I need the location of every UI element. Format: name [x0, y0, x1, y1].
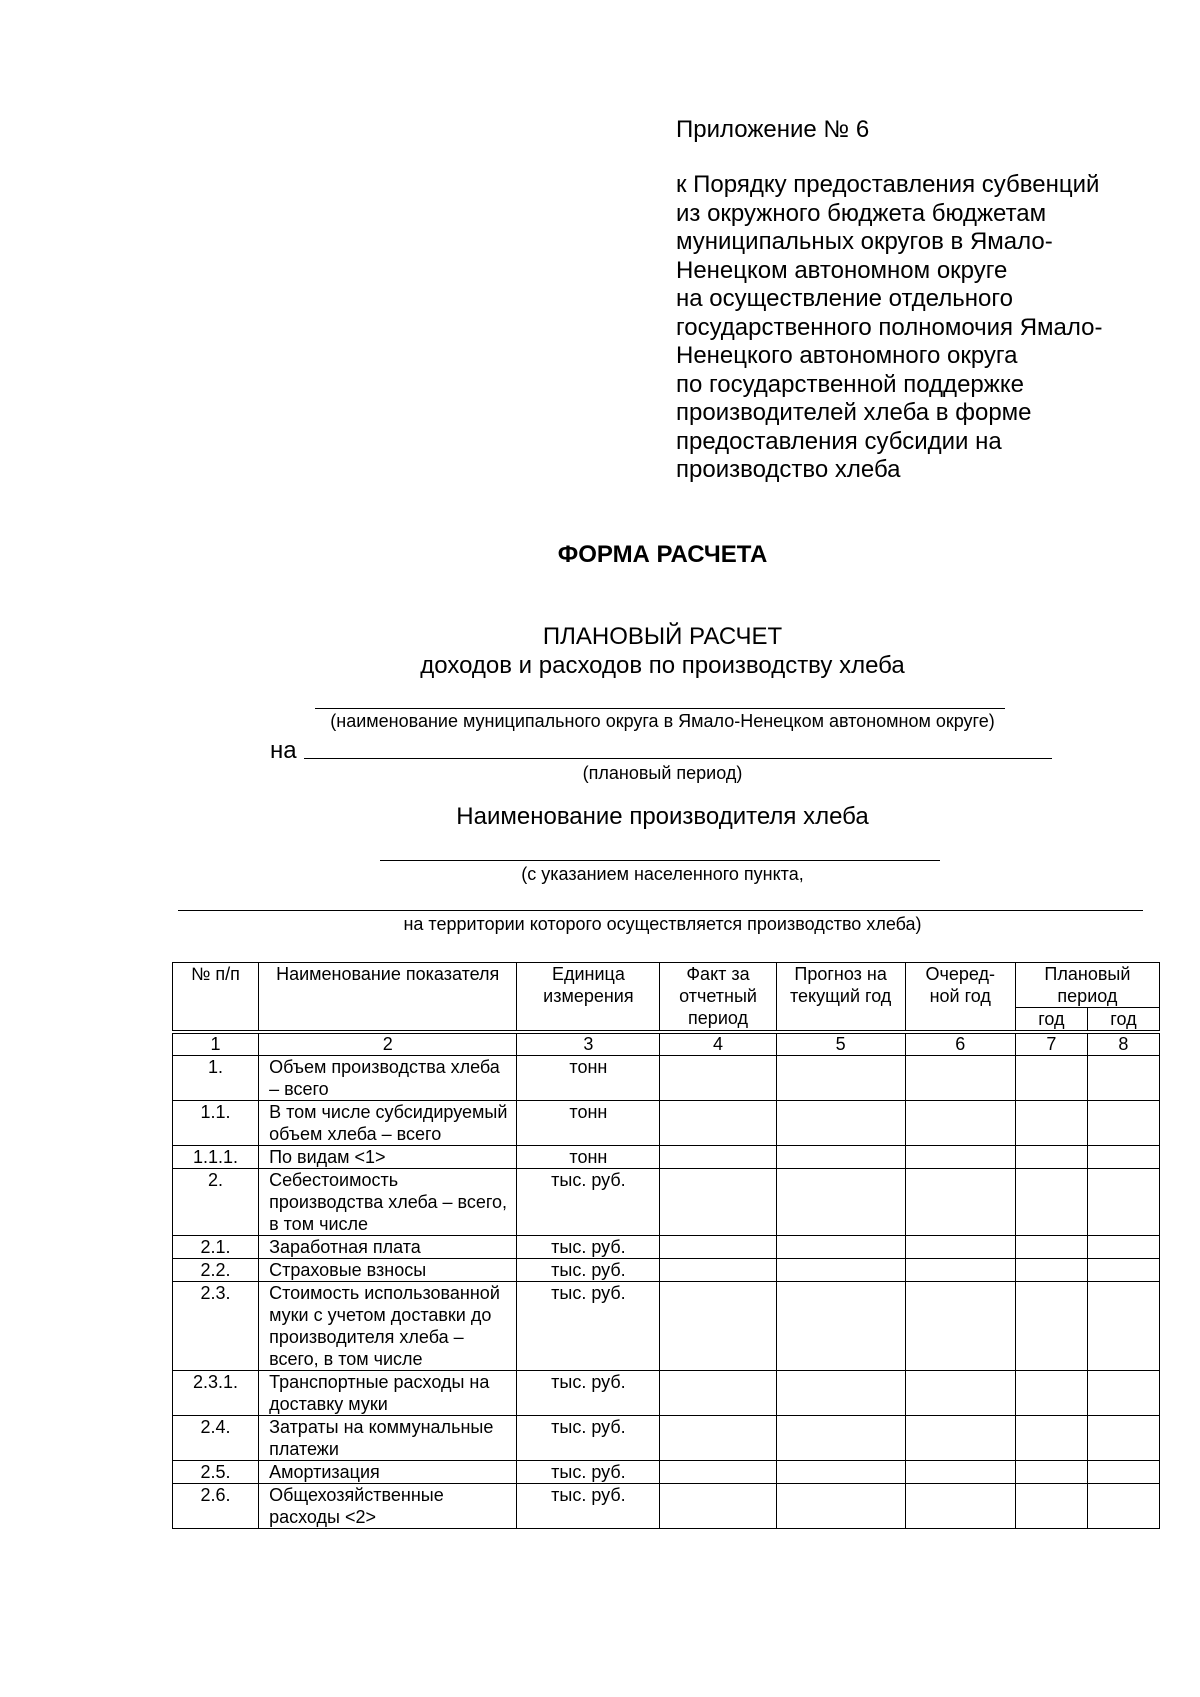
- reference-line: на осуществление отдельного: [676, 285, 1013, 312]
- row-next-year-cell: [905, 1169, 1015, 1236]
- calculation-table: [172, 962, 1160, 1529]
- header-fact: Факт за отчетный период: [660, 963, 776, 1031]
- row-year-2-cell: [1087, 1146, 1159, 1169]
- row-year-1-cell: [1015, 1484, 1087, 1529]
- row-year-1-cell: [1015, 1236, 1087, 1259]
- header-forecast: Прогноз на текущий год: [776, 963, 905, 1031]
- row-unit: тонн: [517, 1146, 660, 1169]
- row-year-1-cell: [1015, 1416, 1087, 1461]
- municipality-blank-line: [315, 708, 1005, 709]
- table-row: [173, 1416, 1160, 1461]
- row-next-year-cell: [905, 1416, 1015, 1461]
- municipality-caption: (наименование муниципального округа в Ямало-Ненецком автономном округе): [330, 711, 995, 731]
- reference-line: по государственной поддержке: [676, 370, 1024, 398]
- plan-title-line-2: доходов и расходов по производству хлеба: [420, 652, 905, 679]
- row-next-year-cell: [905, 1146, 1015, 1169]
- row-next-year-cell: [905, 1259, 1015, 1282]
- reference-line: муниципальных округов в Ямало-: [676, 228, 1053, 255]
- reference-line: производство хлеба: [676, 456, 901, 483]
- row-unit: тыс. руб.: [517, 1282, 660, 1371]
- plan-title-line-1: ПЛАНОВЫЙ РАСЧЕТ: [542, 623, 783, 650]
- row-name: В том числе субсидируемый объем хлеба – всего: [259, 1101, 517, 1146]
- column-number: 7: [1015, 1034, 1087, 1056]
- column-number: 4: [660, 1034, 776, 1056]
- row-name: Страховые взносы: [259, 1259, 517, 1282]
- column-number: 5: [776, 1034, 905, 1056]
- row-forecast-cell: [776, 1484, 905, 1529]
- row-forecast-cell: [776, 1416, 905, 1461]
- table-row: [173, 1259, 1160, 1282]
- appendix-reference: [676, 171, 1166, 485]
- row-year-1-cell: [1015, 1101, 1087, 1146]
- row-next-year-cell: [905, 1484, 1015, 1529]
- row-name: Затраты на коммунальные платежи: [259, 1416, 517, 1461]
- row-unit: тыс. руб.: [517, 1169, 660, 1236]
- row-forecast-cell: [776, 1236, 905, 1259]
- row-name: Транспортные расходы на доставку муки: [259, 1371, 517, 1416]
- row-name: По видам <1>: [259, 1146, 517, 1169]
- row-name: Амортизация: [259, 1461, 517, 1484]
- row-year-2-cell: [1087, 1101, 1159, 1146]
- appendix-number: Приложение № 6: [676, 116, 870, 143]
- row-num: 2.1.: [173, 1236, 259, 1259]
- row-fact-cell: [660, 1101, 776, 1146]
- plan-title: [0, 622, 1200, 680]
- row-year-1-cell: [1015, 1371, 1087, 1416]
- row-forecast-cell: [776, 1146, 905, 1169]
- period-caption: (плановый период): [582, 763, 743, 783]
- table-row: [173, 1056, 1160, 1101]
- column-number: 8: [1087, 1034, 1159, 1056]
- row-forecast-cell: [776, 1101, 905, 1146]
- table-body: [173, 1056, 1160, 1529]
- table-row: [173, 1461, 1160, 1484]
- row-unit: тонн: [517, 1056, 660, 1101]
- reference-line: предоставления субсидии на: [676, 427, 1002, 455]
- table-row: [173, 1146, 1160, 1169]
- row-name: Объем производства хлеба – всего: [259, 1056, 517, 1101]
- row-forecast-cell: [776, 1371, 905, 1416]
- table-row: [173, 1282, 1160, 1371]
- row-name: Общехозяйственные расходы <2>: [259, 1484, 517, 1529]
- period-prefix: на: [270, 737, 297, 764]
- row-year-1-cell: [1015, 1461, 1087, 1484]
- header-planned-period: Плановый период: [1015, 963, 1159, 1008]
- row-num: 2.2.: [173, 1259, 259, 1282]
- settlement-blank-line: [178, 910, 1143, 911]
- row-unit: тыс. руб.: [517, 1236, 660, 1259]
- row-next-year-cell: [905, 1101, 1015, 1146]
- row-unit: тыс. руб.: [517, 1259, 660, 1282]
- row-fact-cell: [660, 1416, 776, 1461]
- row-fact-cell: [660, 1146, 776, 1169]
- row-next-year-cell: [905, 1282, 1015, 1371]
- row-fact-cell: [660, 1169, 776, 1236]
- row-year-2-cell: [1087, 1371, 1159, 1416]
- row-name: Стоимость использованной муки с учетом доставки до производителя хлеба – всего, в том числе: [259, 1282, 517, 1371]
- row-next-year-cell: [905, 1371, 1015, 1416]
- row-year-2-cell: [1087, 1282, 1159, 1371]
- table-row: [173, 1371, 1160, 1416]
- table-row: [173, 1169, 1160, 1236]
- row-forecast-cell: [776, 1056, 905, 1101]
- reference-line: производителей хлеба в форме: [676, 399, 1032, 426]
- reference-line: Ненецкого автономного округа: [676, 342, 1018, 369]
- settlement-caption-2: на территории которого осуществляется производство хлеба): [403, 914, 922, 934]
- row-year-1-cell: [1015, 1146, 1087, 1169]
- table-row: [173, 1101, 1160, 1146]
- row-num: 1.: [173, 1056, 259, 1101]
- row-num: 2.6.: [173, 1484, 259, 1529]
- row-num: 2.5.: [173, 1461, 259, 1484]
- period-blank-line: [304, 758, 1052, 759]
- row-year-2-cell: [1087, 1484, 1159, 1529]
- row-fact-cell: [660, 1461, 776, 1484]
- producer-blank-line: [380, 860, 940, 861]
- row-unit: тыс. руб.: [517, 1461, 660, 1484]
- row-fact-cell: [660, 1236, 776, 1259]
- row-unit: тонн: [517, 1101, 660, 1146]
- column-number: 6: [905, 1034, 1015, 1056]
- row-unit: тыс. руб.: [517, 1371, 660, 1416]
- column-number: 2: [259, 1034, 517, 1056]
- row-num: 2.3.1.: [173, 1371, 259, 1416]
- row-name: Заработная плата: [259, 1236, 517, 1259]
- reference-line: из окружного бюджета бюджетам: [676, 199, 1047, 227]
- column-number: 1: [173, 1034, 259, 1056]
- row-year-2-cell: [1087, 1416, 1159, 1461]
- reference-line: государственного полномочия Ямало-: [676, 313, 1103, 341]
- settlement-caption-1: (с указанием населенного пункта,: [521, 864, 804, 884]
- row-next-year-cell: [905, 1056, 1015, 1101]
- row-next-year-cell: [905, 1236, 1015, 1259]
- column-number-row: [173, 1034, 1160, 1056]
- row-fact-cell: [660, 1282, 776, 1371]
- row-fact-cell: [660, 1371, 776, 1416]
- row-forecast-cell: [776, 1169, 905, 1236]
- row-name: Себестоимость производства хлеба – всего, в том числе: [259, 1169, 517, 1236]
- row-fact-cell: [660, 1259, 776, 1282]
- row-year-1-cell: [1015, 1056, 1087, 1101]
- header-next-year: Очеред-ной год: [905, 963, 1015, 1031]
- row-year-2-cell: [1087, 1169, 1159, 1236]
- header-name: Наименование показателя: [259, 963, 517, 1031]
- producer-title: Наименование производителя хлеба: [456, 803, 869, 830]
- header-unit: Единица измерения: [517, 963, 660, 1031]
- row-forecast-cell: [776, 1461, 905, 1484]
- row-year-1-cell: [1015, 1259, 1087, 1282]
- row-num: 2.4.: [173, 1416, 259, 1461]
- header-num: № п/п: [173, 963, 259, 1031]
- row-unit: тыс. руб.: [517, 1416, 660, 1461]
- table-row: [173, 1236, 1160, 1259]
- row-year-2-cell: [1087, 1461, 1159, 1484]
- row-year-2-cell: [1087, 1056, 1159, 1101]
- header-year-1: год: [1015, 1008, 1087, 1031]
- header-year-2: год: [1087, 1008, 1159, 1031]
- row-fact-cell: [660, 1484, 776, 1529]
- form-title: ФОРМА РАСЧЕТА: [557, 541, 768, 568]
- row-num: 1.1.1.: [173, 1146, 259, 1169]
- row-forecast-cell: [776, 1282, 905, 1371]
- row-forecast-cell: [776, 1259, 905, 1282]
- table-row: [173, 1484, 1160, 1529]
- row-next-year-cell: [905, 1461, 1015, 1484]
- row-year-1-cell: [1015, 1169, 1087, 1236]
- row-fact-cell: [660, 1056, 776, 1101]
- column-number: 3: [517, 1034, 660, 1056]
- row-num: 2.3.: [173, 1282, 259, 1371]
- row-num: 2.: [173, 1169, 259, 1236]
- row-year-1-cell: [1015, 1282, 1087, 1371]
- reference-line: к Порядку предоставления субвенций: [676, 171, 1100, 198]
- reference-line: Ненецком автономном округе: [676, 256, 1008, 284]
- row-unit: тыс. руб.: [517, 1484, 660, 1529]
- row-year-2-cell: [1087, 1236, 1159, 1259]
- table-header-row: [173, 963, 1160, 1008]
- row-num: 1.1.: [173, 1101, 259, 1146]
- row-year-2-cell: [1087, 1259, 1159, 1282]
